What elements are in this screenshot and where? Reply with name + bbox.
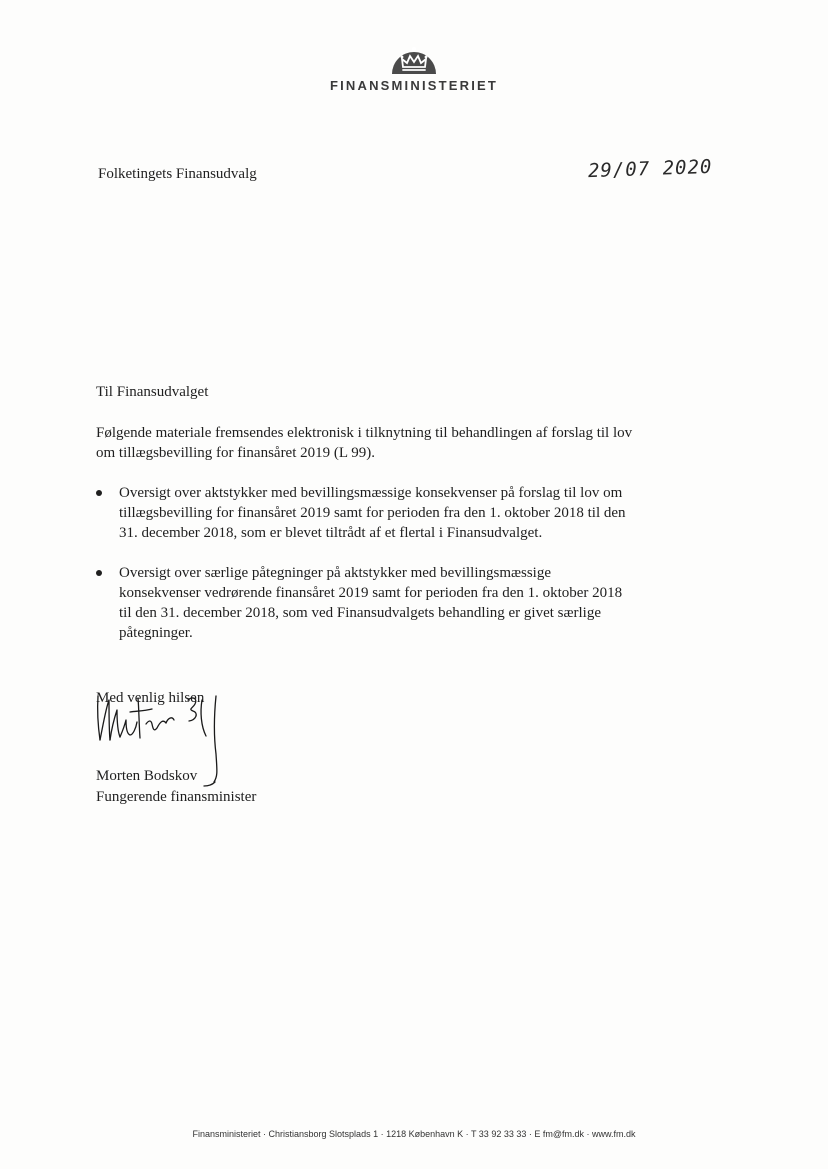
ministry-logo [0,40,828,93]
list-item-text: Oversigt over særlige påtegninger på aktstykker med bevillingsmæssige konsekvenser vedrørende finansåret 2019 samt for perioden fra den 1. oktober 2018 til den 31. december 2018, som ved Finansudvalgets behandling er givet særlige påtegninger. [119,565,623,641]
list-item-text: Oversigt over aktstykker med bevillingsmæssige konsekvenser på forslag til lov om tillægsbevilling for finansåret 2019 samt for perioden fra den 1. oktober 2018 til den 31. december 2018, som er blevet tiltrådt af et flertal i Finansudvalget. [119,485,626,541]
bullet-list [96,483,636,663]
intro-paragraph: Følgende materiale fremsendes elektronisk i tilknytning til behandlingen af forslag til lov om tillægsbevilling for finansåret 2019 (L 99). [96,425,633,461]
footer-address: Finansministeriet · Christiansborg Slotsplads 1 · 1218 København K · T 33 92 33 33 · E fm@fm.dk · www.fm.dk [192,1129,636,1139]
crown-icon [388,40,440,76]
ministry-name: FINANSMINISTERIET [329,78,499,93]
salutation: Til Finansudvalget [96,384,209,400]
closing: Med venlig hilsen [96,690,205,706]
handwritten-date: 29/07 2020 [587,155,713,183]
recipient: Folketingets Finansudvalg [98,166,257,182]
list-item [96,483,636,543]
signer-name: Morten Bodskov [96,768,198,784]
bullet-icon [96,570,102,576]
bullet-icon [96,490,102,496]
signer-title: Fungerende finansminister [96,789,257,805]
list-item [96,563,636,643]
